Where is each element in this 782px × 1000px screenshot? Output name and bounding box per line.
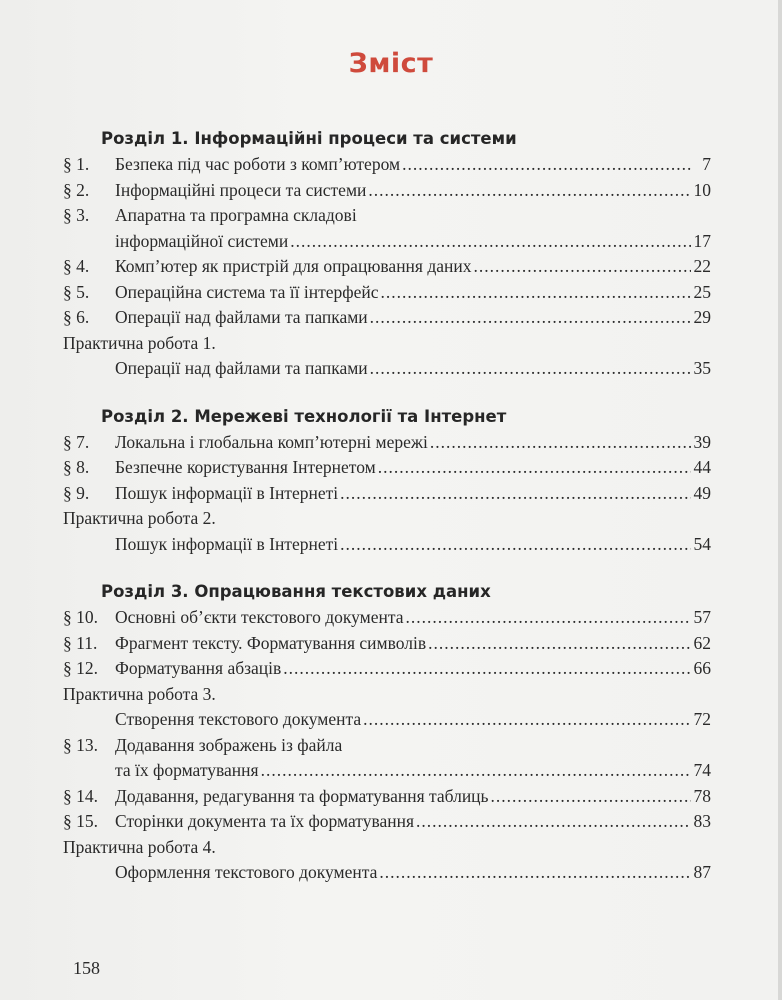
practical-entry[interactable] (63, 356, 711, 382)
entry-title: Операційна система та її інтерфейс (115, 281, 379, 302)
entry-title: Форматування абзаців (115, 658, 282, 678)
dot-leader (370, 356, 691, 382)
toc-entry[interactable] (63, 455, 711, 481)
dot-leader (379, 860, 691, 886)
entry-title: Пошук інформації в Інтернеті (115, 482, 339, 503)
practical-entry[interactable] (63, 532, 711, 558)
section-heading: Розділ 3. Опрацювання текстових даних (101, 582, 491, 601)
dot-leader (370, 305, 691, 331)
toc-entry[interactable] (63, 784, 711, 810)
toc-entry-continuation[interactable] (63, 758, 711, 784)
entry-number: § 7. (63, 431, 90, 452)
entry-number: § 8. (63, 457, 90, 477)
toc-entry[interactable] (63, 605, 711, 631)
entry-page: 35 (693, 358, 711, 378)
entry-title: Комп’ютер як пристрій для опрацювання даних (115, 256, 472, 276)
entry-title: Безпечне користування Інтернетом (115, 457, 376, 477)
entry-number: § 9. (63, 482, 90, 503)
toc-entry[interactable] (63, 656, 711, 682)
practical-title: Пошук інформації в Інтернеті (115, 533, 339, 554)
dot-leader (405, 605, 691, 631)
entry-number: § 5. (63, 281, 90, 302)
entry-page: 7 (702, 154, 711, 174)
entry-page: 72 (693, 709, 711, 729)
practical-label: Практична робота 1. (63, 332, 216, 353)
dot-leader (428, 631, 691, 657)
section-heading: Розділ 2. Мережеві технології та Інтернет (101, 406, 507, 426)
entry-title: Додавання, редагування та форматування таблиць (115, 785, 489, 806)
section-spacer (63, 382, 711, 404)
entry-page: 44 (693, 457, 711, 477)
entry-title-cont: та їх форматування (115, 760, 259, 780)
practical-title: Оформлення текстового документа (115, 862, 378, 882)
practical-entry[interactable] (63, 707, 711, 733)
toc-entry[interactable] (63, 809, 711, 835)
entry-page: 87 (693, 862, 711, 882)
entry-page: 57 (693, 607, 711, 627)
entry-page: 17 (693, 230, 711, 251)
entry-title: Локальна і глобальна комп’ютерні мережі (115, 431, 428, 452)
toc-entry[interactable] (63, 430, 711, 456)
section-spacer (63, 557, 711, 579)
dot-leader (378, 455, 691, 481)
entry-title: Апаратна та програмна складові (115, 205, 357, 225)
entry-page: 66 (693, 658, 711, 678)
toc-entry[interactable] (63, 203, 711, 229)
entry-number: § 13. (63, 734, 98, 755)
practical-entry[interactable] (63, 860, 711, 886)
entry-page: 10 (693, 179, 711, 200)
toc-entry[interactable] (63, 631, 711, 657)
practical-label: Практична робота 2. (63, 508, 216, 528)
entry-page: 74 (693, 760, 711, 780)
toc-entry[interactable] (63, 305, 711, 331)
practical-label: Практична робота 4. (63, 836, 216, 857)
dot-leader (474, 254, 692, 280)
entry-page: 22 (693, 256, 711, 276)
entry-title: Безпека під час роботи з комп’ютером (115, 154, 401, 174)
toc-entry[interactable] (63, 733, 711, 759)
entry-number: § 14. (63, 785, 98, 806)
table-of-contents (63, 126, 711, 886)
entry-number: § 1. (63, 154, 90, 174)
entry-number: § 11. (63, 632, 98, 653)
dot-leader (402, 152, 691, 178)
dot-leader (381, 280, 691, 306)
dot-leader (430, 430, 691, 456)
dot-leader (261, 758, 691, 784)
entry-title: Сторінки документа та їх форматування (115, 811, 415, 831)
entry-page: 25 (693, 281, 711, 302)
entry-title-cont: інформаційної системи (115, 230, 289, 251)
entry-page: 39 (693, 431, 711, 452)
dot-leader (368, 178, 691, 204)
toc-entry[interactable] (63, 481, 711, 507)
entry-number: § 15. (63, 811, 98, 831)
dot-leader (491, 784, 691, 810)
entry-page: 54 (693, 533, 711, 554)
practical-title: Операції над файлами та папками (115, 358, 368, 378)
toc-entry[interactable] (63, 254, 711, 280)
practical-title: Створення текстового документа (115, 709, 362, 729)
dot-leader (363, 707, 691, 733)
entry-page: 29 (693, 307, 711, 327)
entry-number: § 12. (63, 658, 98, 678)
page-number: 158 (73, 958, 100, 978)
practical-label: Практична робота 3. (63, 683, 216, 704)
entry-page: 83 (693, 811, 711, 831)
entry-number: § 3. (63, 205, 90, 225)
entry-title: Додавання зображень із файла (115, 734, 343, 755)
toc-entry[interactable] (63, 280, 711, 306)
section-heading: Розділ 1. Інформаційні процеси та системи (101, 129, 517, 148)
dot-leader (340, 532, 691, 558)
entry-number: § 10. (63, 607, 98, 627)
dot-leader (416, 809, 691, 835)
entry-number: § 6. (63, 307, 90, 327)
entry-title: Інформаційні процеси та системи (115, 179, 367, 200)
entry-title: Фрагмент тексту. Форматування символів (115, 632, 427, 653)
dot-leader (290, 229, 691, 255)
entry-page: 62 (693, 632, 711, 653)
page-title: Зміст (348, 48, 434, 79)
toc-entry[interactable] (63, 152, 711, 178)
entry-page: 49 (693, 482, 711, 503)
dot-leader (340, 481, 691, 507)
toc-entry[interactable] (63, 178, 711, 204)
dot-leader (283, 656, 691, 682)
entry-page: 78 (693, 785, 711, 806)
toc-entry-continuation[interactable] (63, 229, 711, 255)
entry-number: § 4. (63, 256, 90, 276)
entry-title: Операції над файлами та папками (115, 307, 368, 327)
page-edge (778, 0, 782, 1000)
entry-number: § 2. (63, 179, 90, 200)
entry-title: Основні об’єкти текстового документа (115, 607, 404, 627)
